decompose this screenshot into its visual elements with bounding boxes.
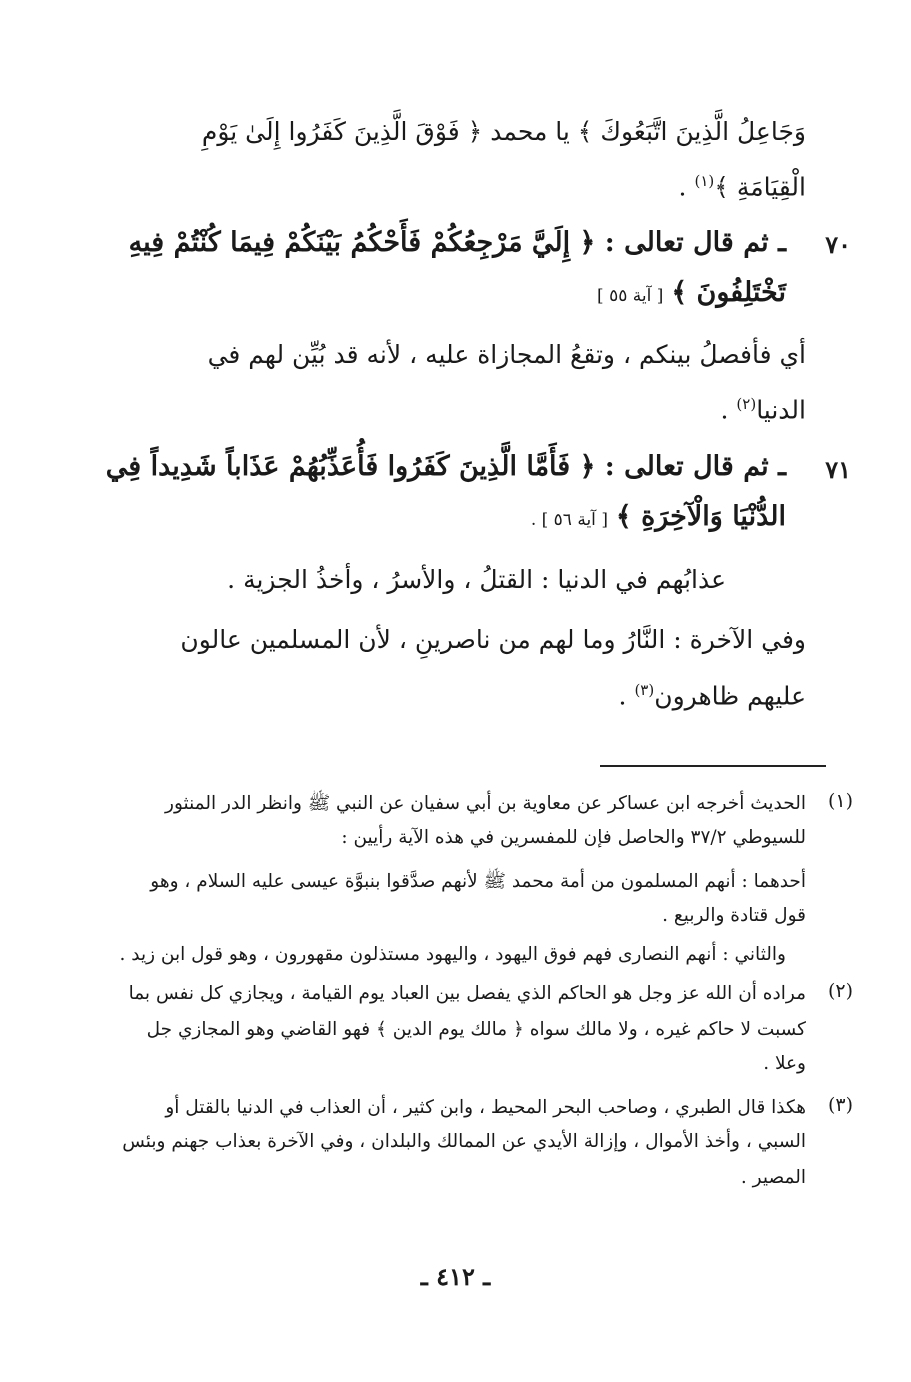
footnote-line: مراده أن الله عز وجل هو الحاكم الذي يفصل بين العباد يوم القيامة ، ويجازي كل نفس بما (128, 983, 806, 1004)
footnote-line: للسيوطي ٣٧/٢ والحاصل فإن للمفسرين في هذه الآية رأيين : (341, 827, 806, 848)
verse-text: الدُّنْيَا وَالْآخِرَةِ ﴾ (615, 501, 786, 532)
verse-text: الْقِيَامَةِ ﴾ (714, 172, 806, 202)
commentary-line (95, 389, 806, 425)
footnote-line: هكذا قال الطبري ، وصاحب البحر المحيط ، وابن كثير ، أن العذاب في الدنيا بالقتل أو (165, 1097, 806, 1118)
verse-line: وَجَاعِلُ الَّذِينَ اتَّبَعُوكَ ﴾ يا محمد ﴿ فَوْقَ الَّذِينَ كَفَرُوا إِلَىٰ يَوْمِ (201, 117, 806, 146)
ayah-ref: [ آية ٥٥ ] (597, 286, 664, 306)
footnote-number: (٢) (827, 980, 853, 1002)
footnote-ref: (٢) (736, 395, 757, 413)
footnote-line: كسبت لا حاكم غيره ، ولا مالك سواه ﴿ مالك يوم الدين ﴾ فهو القاضي وهو المجازي جل (146, 1019, 806, 1040)
commentary-line: عذابُهم في الدنيا : القتلُ ، والأسرُ ، وأخذُ الجزية . (227, 565, 726, 594)
verse-line (95, 166, 806, 202)
verse-heading: ـ ثم قال تعالى : ﴿ فَأَمَّا الَّذِينَ كَفَرُوا فَأُعَذِّبُهُمْ عَذَاباً شَدِيداً فِي (105, 451, 786, 482)
commentary-text: عليهم ظاهرون (654, 681, 806, 711)
section-number: ٧١ (825, 455, 851, 484)
footnote-line: المصير . (740, 1167, 806, 1188)
footnote-ref: (٣) (634, 681, 655, 699)
period: . (678, 172, 695, 202)
page-number: ـ ٤١٢ ـ (420, 1262, 491, 1291)
footnote-ref: (١) (694, 172, 715, 190)
footnote-number: (١) (827, 790, 853, 812)
footnote-line: الحديث أخرجه ابن عساكر عن معاوية بن أبي سفيان عن النبي ﷺ وانظر الدر المنثور (165, 793, 806, 814)
footnote-line: أحدهما : أنهم المسلمون من أمة محمد ﷺ لأنهم صدَّقوا بنبوَّة عيسى عليه السلام ، وهو (150, 871, 806, 892)
verse-line (95, 502, 786, 535)
period: . (618, 681, 635, 711)
verse-text: تَخْتَلِفُونَ ﴾ (671, 277, 786, 308)
section-number: ٧٠ (825, 230, 851, 259)
footnote-line: قول قتادة والربيع . (662, 905, 806, 926)
commentary-line: وفي الآخرة : النَّارُ وما لهم من ناصرينِ ، لأن المسلمين عالون (180, 625, 806, 654)
commentary-line: أي فأفصلُ بينكم ، وتقعُ المجازاة عليه ، لأنه قد بُيِّن لهم في (207, 340, 806, 369)
commentary-text: الدنيا (756, 395, 806, 425)
period: . (720, 395, 737, 425)
footnote-number: (٣) (827, 1094, 853, 1116)
footnote-line: وعلا . (763, 1053, 806, 1074)
ayah-ref: [ آية ٥٦ ] . (530, 510, 608, 530)
footnote-separator (600, 765, 826, 767)
verse-line (95, 278, 786, 311)
verse-heading: ـ ثم قال تعالى : ﴿ إِلَيَّ مَرْجِعُكُمْ فَأَحْكُمُ بَيْنَكُمْ فِيمَا كُنْتُمْ فِيهِ (128, 227, 786, 258)
footnote-line: السبي ، وأخذ الأموال ، وإزالة الأيدي عن الممالك والبلدان ، وفي الآخرة بعذاب جهنم وبئس (122, 1131, 806, 1152)
commentary-line (95, 675, 806, 711)
footnote-line: والثاني : أنهم النصارى فهم فوق اليهود ، واليهود مستذلون مقهورون ، وهو قول ابن زيد . (119, 944, 786, 965)
